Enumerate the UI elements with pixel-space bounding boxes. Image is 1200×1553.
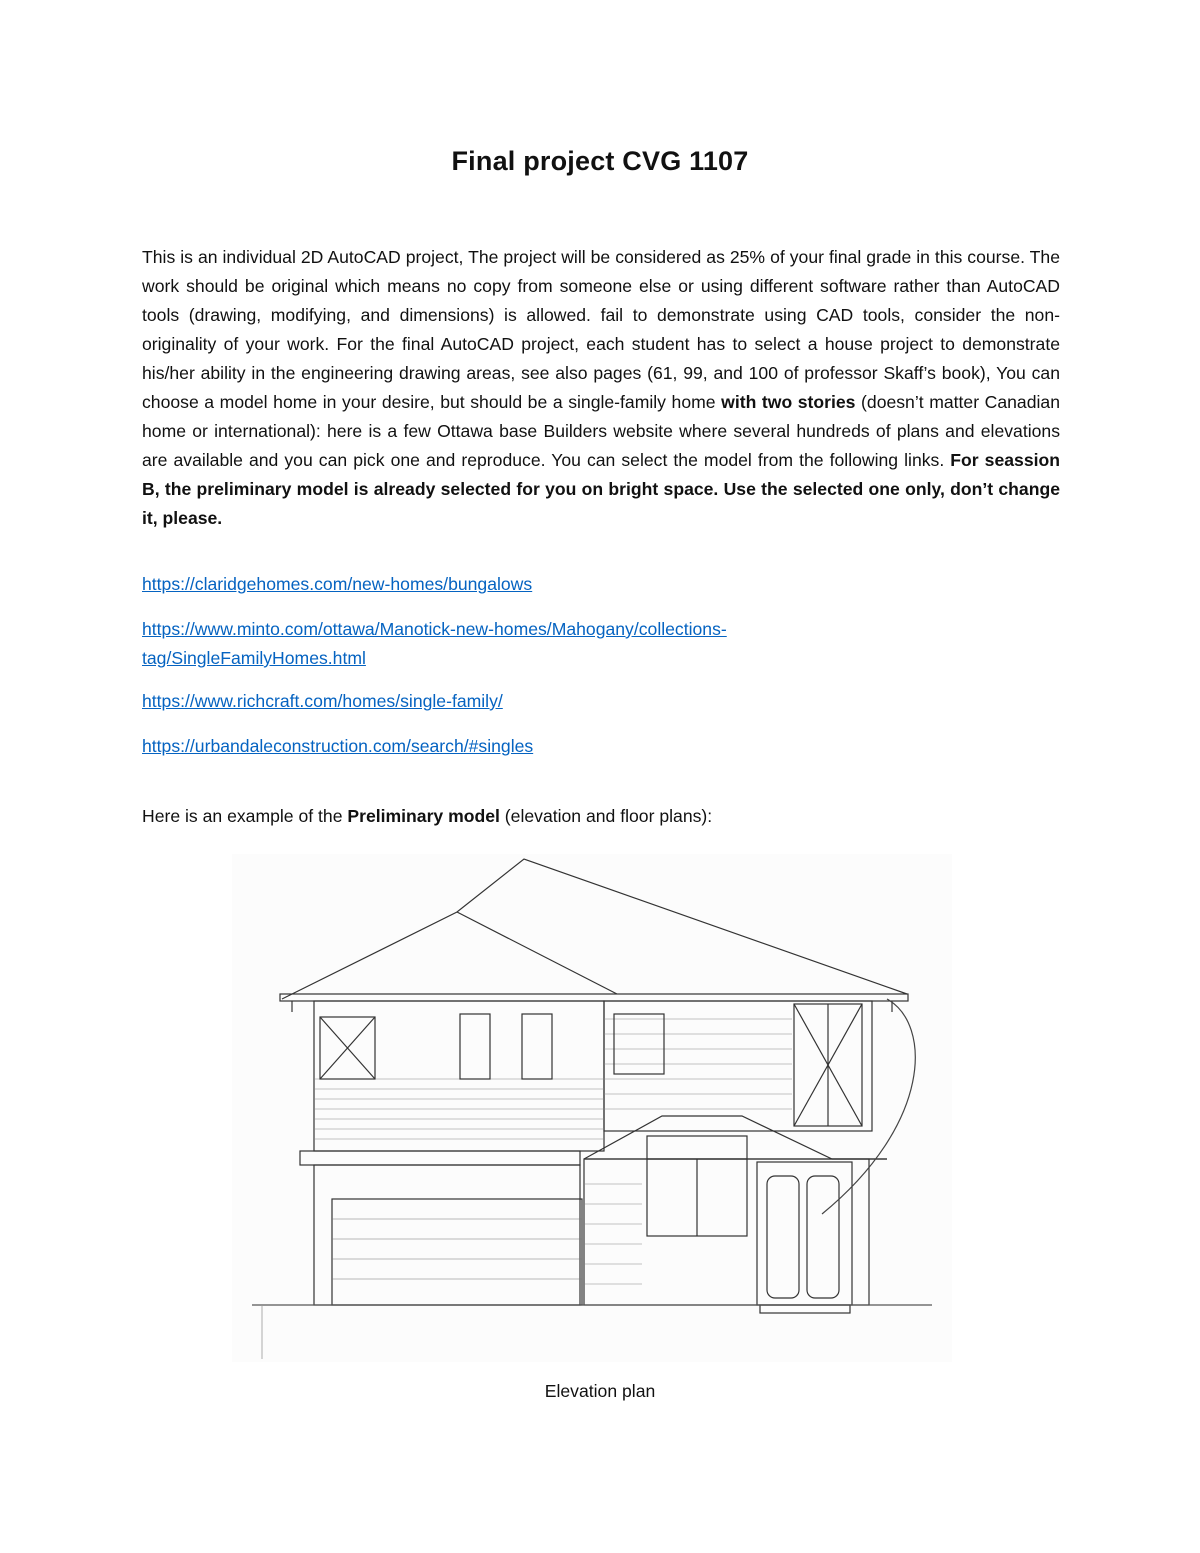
example-bold: Preliminary model xyxy=(347,806,500,826)
link-richcraft[interactable]: https://www.richcraft.com/homes/single-family/ xyxy=(142,691,503,711)
elevation-drawing xyxy=(232,854,952,1362)
intro-text-2: (doesn’t matter Canadian home or international): here is a few Ottawa base Builders website where several hundreds of plans and elevations are available and you can pick one and reproduce. You can select the model from the following links. xyxy=(142,392,1060,470)
figure-caption: Elevation plan xyxy=(544,1381,656,1401)
example-text-post: (elevation and floor plans): xyxy=(499,806,713,826)
example-intro xyxy=(142,802,712,831)
link-urbandale[interactable]: https://urbandaleconstruction.com/search/#singles xyxy=(142,736,534,756)
intro-bold-two-stories: with two stories xyxy=(721,392,856,412)
link-claridge[interactable]: https://claridgehomes.com/new-homes/bungalows xyxy=(142,574,533,594)
document-title: Final project CVG 1107 xyxy=(451,146,749,176)
link-minto[interactable]: https://www.minto.com/ottawa/Manotick-new-homes/Mahogany/collections-tag/SingleFamilyHomes.html xyxy=(142,619,727,668)
intro-text-1: This is an individual 2D AutoCAD project, The project will be considered as 25% of your final grade in this course. The work should be original which means no copy from someone else or using different software rather than AutoCAD tools (drawing, modifying, and dimensions) is allowed. fail to demonstrate using CAD tools, consider the non-originality of your work. For the final AutoCAD project, each student has to select a house project to demonstrate his/her ability in the engineering drawing areas, see also pages (61, 99, and 100 of professor Skaff’s book), You can choose a model home in your desire, but should be a single-family home xyxy=(142,247,1060,412)
example-text-pre: Here is an example of the xyxy=(142,806,348,826)
intro-paragraph xyxy=(142,243,1060,533)
intro-bold-session-note: For seassion B, the preliminary model is already selected for you on bright space. Use the selected one only, don’t change it, please. xyxy=(142,450,1060,528)
